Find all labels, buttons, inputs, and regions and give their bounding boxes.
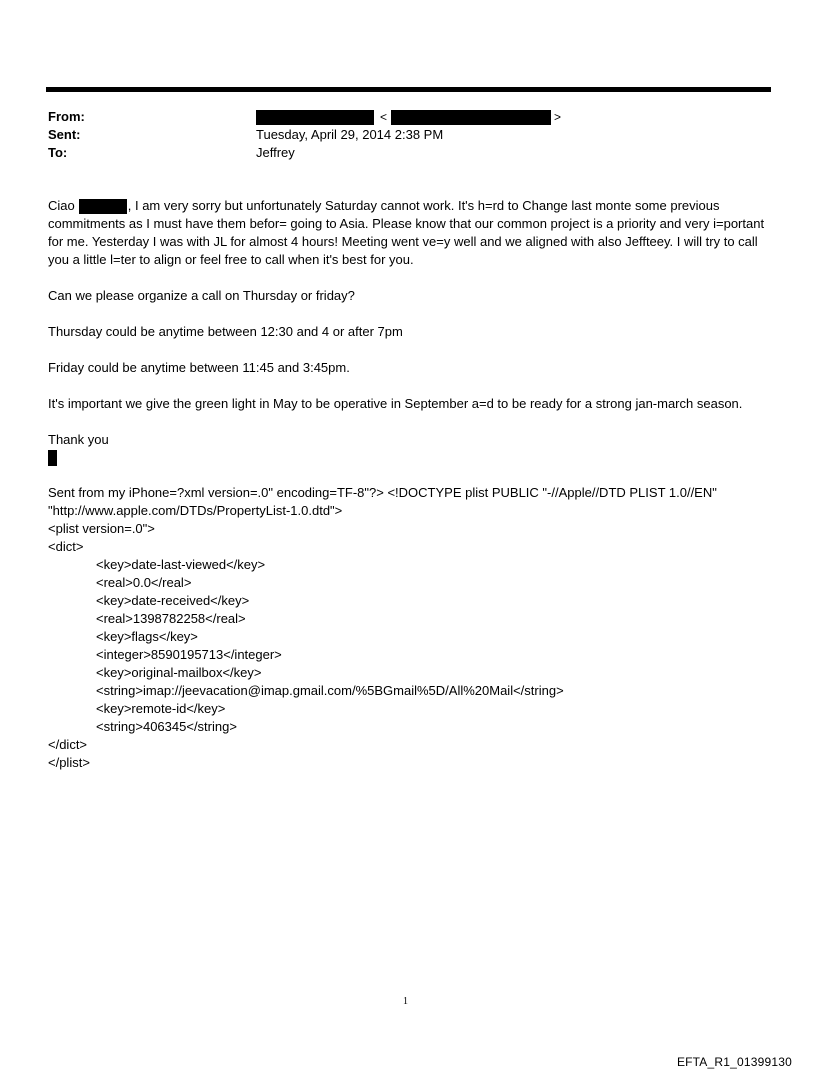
from-value [256, 108, 561, 126]
redacted-sender-email [391, 110, 551, 125]
redacted-recipient-name [79, 199, 127, 214]
header-divider [46, 87, 771, 92]
to-value: Jeffrey [256, 145, 295, 160]
redacted-signature [48, 450, 57, 466]
body-paragraph-2: Can we please organize a call on Thursday or friday? [48, 288, 355, 303]
xml-line: <dict> [48, 539, 84, 554]
xml-line: </dict> [48, 737, 88, 752]
from-row [48, 108, 748, 126]
sent-row [48, 126, 748, 144]
body-paragraph-4: Friday could be anytime between 11:45 and 3:45pm. [48, 360, 350, 375]
xml-line: <real>1398782258</real> [96, 611, 246, 626]
sent-value: Tuesday, April 29, 2014 2:38 PM [256, 127, 444, 142]
thank-you-text: Thank you [48, 432, 109, 447]
body-paragraph-3: Thursday could be anytime between 12:30 and 4 or after 7pm [48, 324, 403, 339]
page-number: 1 [403, 996, 408, 1007]
xml-line: <key>date-last-viewed</key> [96, 557, 266, 572]
bates-number: EFTA_R1_01399130 [676, 1055, 792, 1069]
xml-line: <string>406345</string> [96, 719, 237, 734]
body-paragraph-5: It's important we give the green light in May to be operative in September a=d to be ready for a strong jan-march season. [48, 396, 743, 411]
paragraph-1-text: , I am very sorry but unfortunately Saturday cannot work. It's h=rd to Change last monte some previous commitments as I must have them befor= going to Asia. Please know that our common project is a priority and very i=portant for me. Yesterday I was with JL for almost 4 hours! Meeting went ve=y well and we aligned with also Jeffteey. I will try to call you a little l=ter to align or feel free to call when it's best for you. [48, 198, 765, 267]
xml-line: <plist version=.0"> [48, 521, 155, 536]
email-header [48, 108, 748, 162]
xml-line: <real>0.0</real> [96, 575, 192, 590]
xml-line: <key>date-received</key> [96, 593, 250, 608]
sent-label: Sent: [48, 127, 81, 142]
signoff [48, 431, 770, 466]
greeting-text: Ciao [48, 198, 75, 213]
xml-line: </plist> [48, 755, 90, 770]
to-label: To: [48, 145, 68, 160]
xml-line: <string>imap://jeevacation@imap.gmail.com/%5BGmail%5D/All%20Mail</string> [96, 683, 564, 698]
plist-block [48, 484, 770, 772]
xml-line: <key>flags</key> [96, 629, 198, 644]
angle-open: < [380, 110, 388, 124]
to-row [48, 144, 748, 162]
body-paragraph-1 [48, 197, 770, 269]
xml-line: Sent from my iPhone=?xml version=.0" encoding=TF-8"?> <!DOCTYPE plist PUBLIC "-//Apple//DTD PLIST 1.0//EN" [48, 485, 717, 500]
xml-line: <key>original-mailbox</key> [96, 665, 262, 680]
xml-line: <integer>8590195713</integer> [96, 647, 282, 662]
xml-line: <key>remote-id</key> [96, 701, 226, 716]
xml-line: "http://www.apple.com/DTDs/PropertyList-1.0.dtd"> [48, 503, 343, 518]
redacted-sender-name [256, 110, 374, 125]
angle-close: > [554, 110, 562, 124]
from-label: From: [48, 109, 85, 124]
email-body [48, 197, 770, 772]
